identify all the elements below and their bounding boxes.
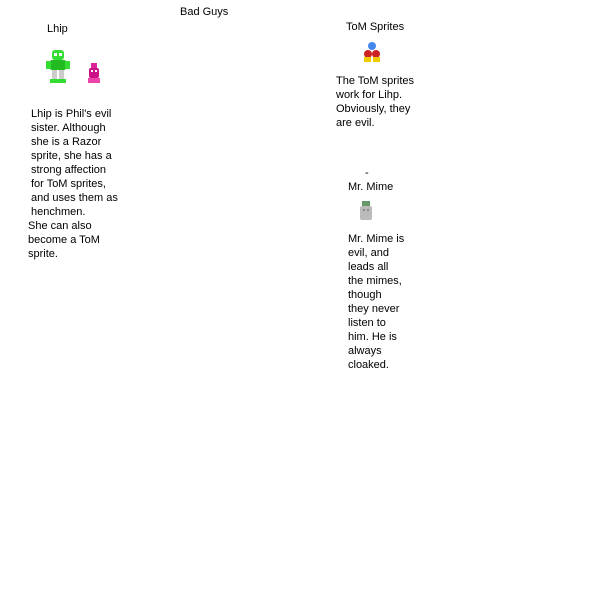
mime-sprite-icon xyxy=(358,200,374,222)
mr-mime-marker: - xyxy=(365,167,369,179)
lhip-name: Lhip xyxy=(47,23,68,35)
pink-sprite-icon xyxy=(86,62,102,84)
tom-sprites-group-icon xyxy=(362,40,384,64)
mr-mime-description: Mr. Mime is evil, and leads all the mimes, though they never listen to him. He is always cloaked. xyxy=(348,233,405,371)
green-robot-sprite-icon xyxy=(44,48,72,86)
mr-mime-name: Mr. Mime xyxy=(348,181,394,193)
lhip-extra: She can also become a ToM sprite. xyxy=(28,220,100,260)
tom-sprites-name: ToM Sprites xyxy=(346,21,405,33)
tom-sprites-description: The ToM sprites work for Lihp. Obviously, they are evil. xyxy=(336,75,415,129)
lhip-description: Lhip is Phil's evil sister. Although she is a Razor sprite, she has a strong affection for ToM sprites, and uses them as henchmen. xyxy=(31,108,118,218)
page-title: Bad Guys xyxy=(180,6,229,18)
